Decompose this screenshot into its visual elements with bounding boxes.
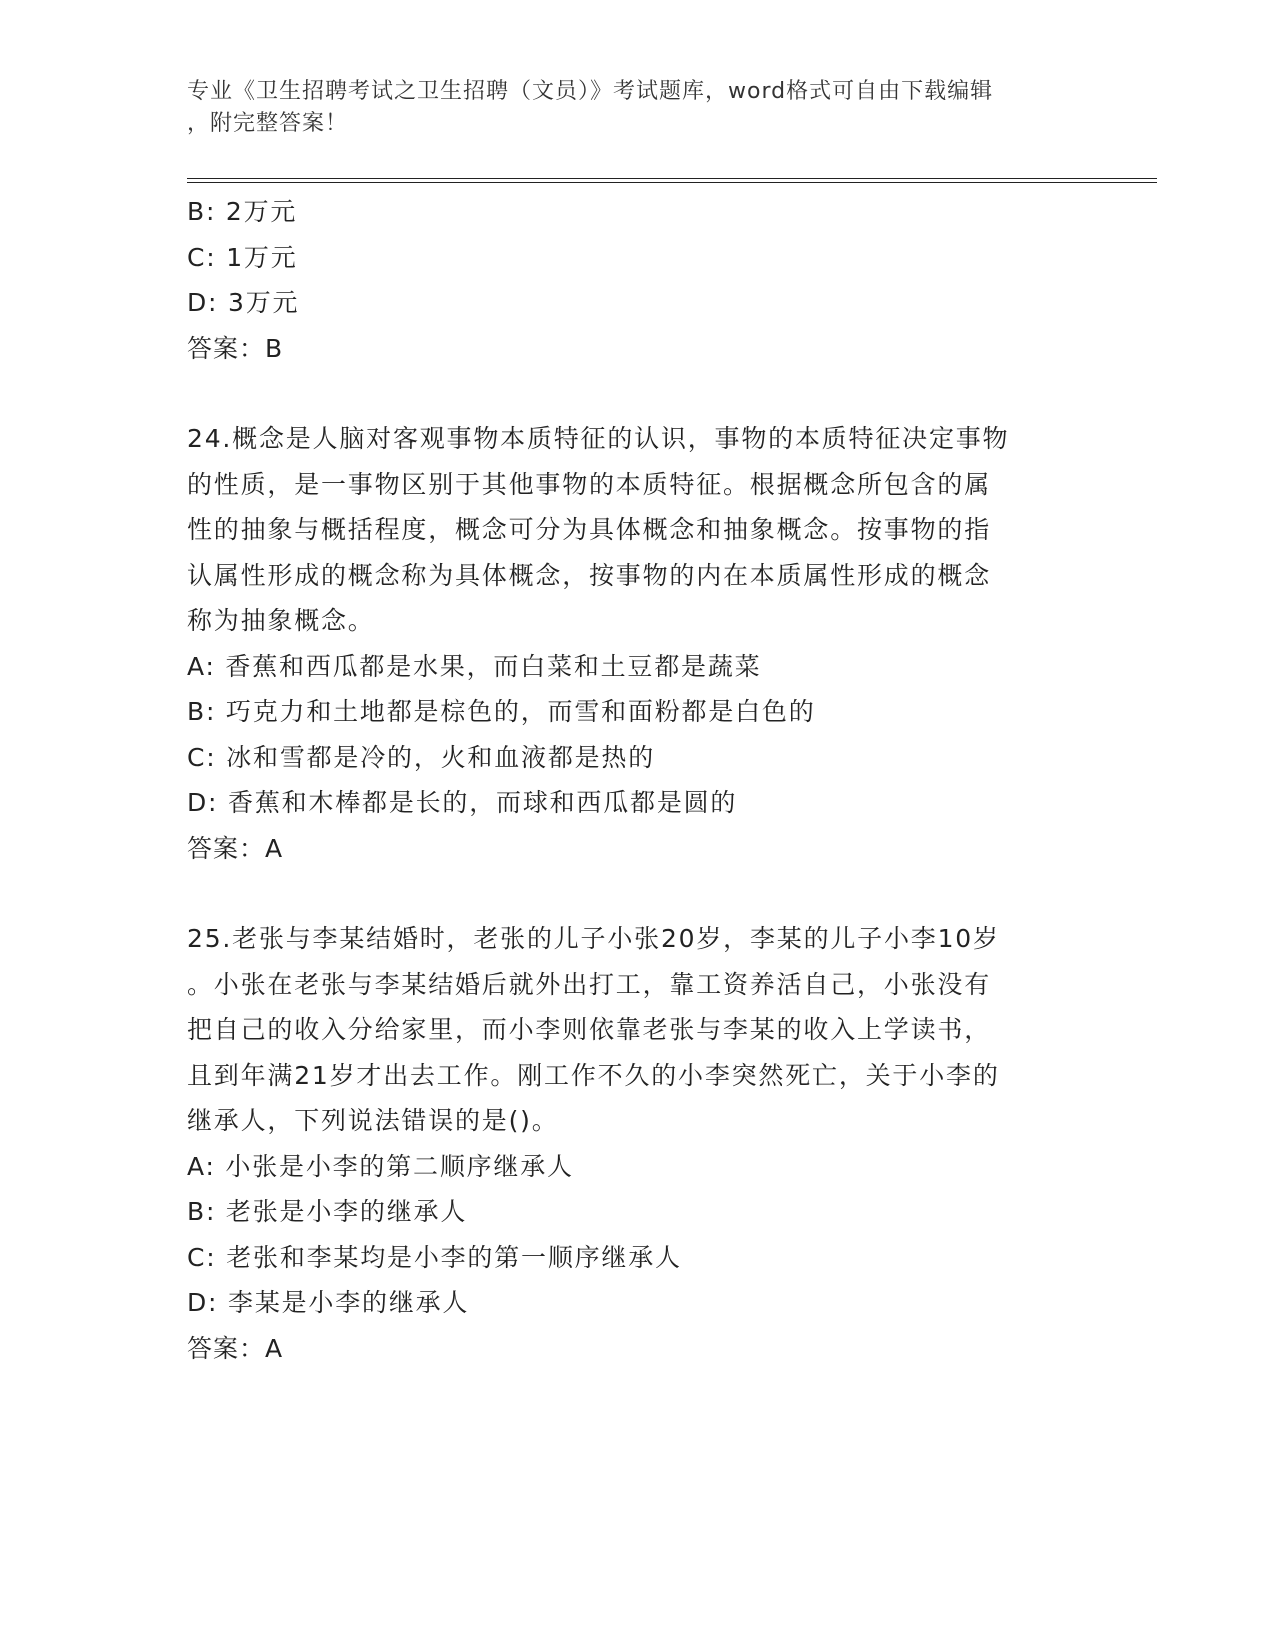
question-text-line: 。小张在老张与李某结婚后就外出打工，靠工资养活自己，小张没有 <box>187 969 992 999</box>
question-text-line: 把自己的收入分给家里，而小李则依靠老张与李某的收入上学读书， <box>187 1015 992 1044</box>
question-text-line: 性的抽象与概括程度，概念可分为具体概念和抽象概念。按事物的指 <box>187 515 992 544</box>
option-b: B: 老张是小李的继承人 <box>187 1197 468 1226</box>
option-c: C: 老张和李某均是小李的第一顺序继承人 <box>187 1242 682 1272</box>
question-text-line: 25.老张与李某结婚时，老张的儿子小张20岁，李某的儿子小李10岁 <box>187 924 1000 953</box>
option-a: A: 香蕉和西瓜都是水果，而白菜和土豆都是蔬菜 <box>187 651 762 681</box>
question-24 <box>187 416 1087 871</box>
answer-line: 答案：A <box>187 833 284 863</box>
answer-line: 答案：A <box>187 1333 284 1363</box>
header-line-2: ，附完整答案！ <box>187 111 349 136</box>
question-text-line: 称为抽象概念。 <box>187 606 375 635</box>
document-body <box>187 189 1087 1371</box>
question-text-line: 认属性形成的概念称为具体概念，按事物的内在本质属性形成的概念 <box>187 560 992 590</box>
question-text-line: 24.概念是人脑对客观事物本质特征的认识，事物的本质特征决定事物 <box>187 424 1010 453</box>
option-d: D: 香蕉和木棒都是长的，而球和西瓜都是圆的 <box>187 788 738 817</box>
header-line-1: 专业《卫生招聘考试之卫生招聘（文员）》考试题库，word格式可自由下载编辑 <box>187 79 994 104</box>
option-d: D: 3万元 <box>187 288 300 317</box>
answer-line: 答案：B <box>187 333 284 363</box>
question-25 <box>187 916 1087 1371</box>
option-c: C: 1万元 <box>187 242 298 272</box>
header-rule-bottom <box>187 182 1157 183</box>
header-rule-top <box>187 178 1157 179</box>
spacer <box>187 871 1087 916</box>
document-header <box>187 76 1087 140</box>
option-a: A: 小张是小李的第二顺序继承人 <box>187 1151 574 1181</box>
option-b: B: 2万元 <box>187 197 298 226</box>
spacer <box>187 371 1087 416</box>
option-b: B: 巧克力和土地都是棕色的，而雪和面粉都是白色的 <box>187 697 816 726</box>
question-text-line: 的性质，是一事物区别于其他事物的本质特征。根据概念所包含的属 <box>187 469 992 499</box>
question-text-line: 继承人，下列说法错误的是()。 <box>187 1106 559 1135</box>
option-c: C: 冰和雪都是冷的，火和血液都是热的 <box>187 742 656 772</box>
question-text-line: 且到年满21岁才出去工作。刚工作不久的小李突然死亡，关于小李的 <box>187 1060 1000 1090</box>
option-d: D: 李某是小李的继承人 <box>187 1288 470 1317</box>
previous-question-tail <box>187 189 1087 371</box>
